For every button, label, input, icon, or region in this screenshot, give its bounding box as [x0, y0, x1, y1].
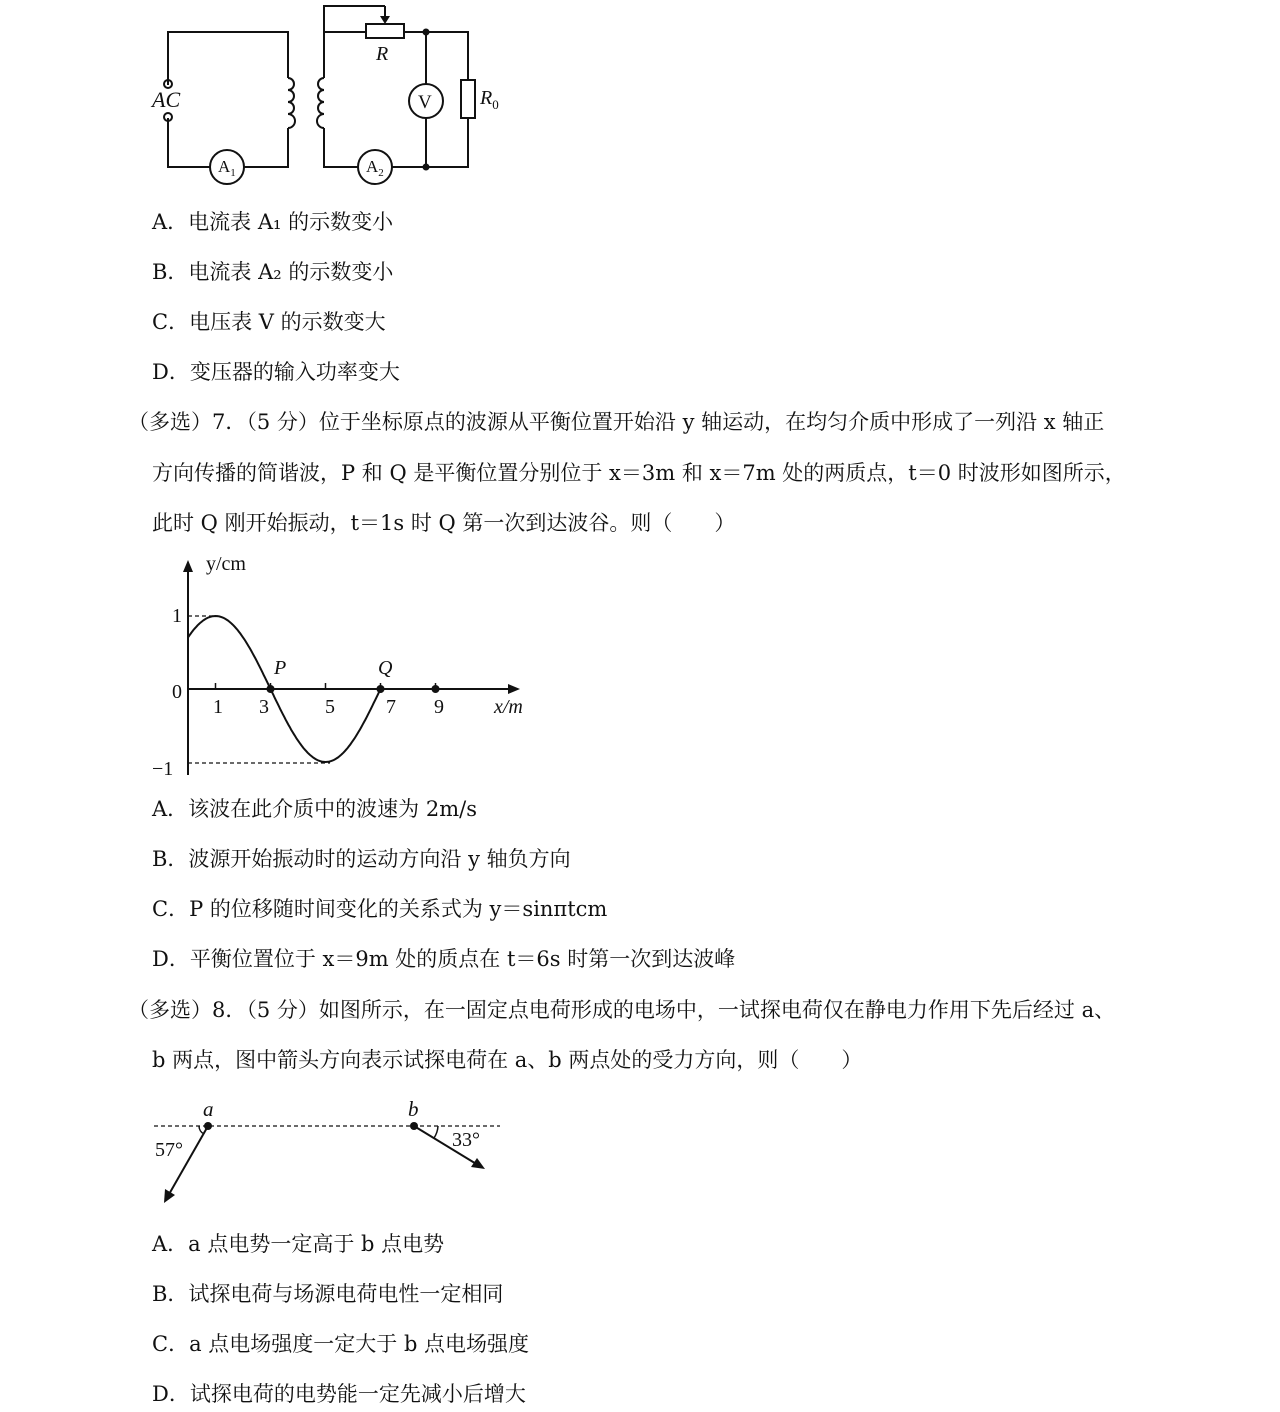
q8-option-d[interactable]: D．试探电荷的电势能一定先减小后增大: [152, 1382, 526, 1406]
ammeter-a1-label: $A_1$: [218, 157, 236, 179]
q7-option-a[interactable]: A．该波在此介质中的波速为 2m/s: [152, 797, 477, 821]
voltmeter-label: V: [418, 92, 432, 113]
circuit-diagram: [140, 0, 500, 190]
x-axis-label: x/m: [494, 696, 523, 718]
point-x-9: [432, 685, 440, 693]
q7-option-b[interactable]: B．波源开始振动时的运动方向沿 y 轴负方向: [152, 847, 571, 871]
y-tick-1: 1: [172, 605, 182, 627]
y-tick-0: 0: [172, 681, 182, 703]
x-tick-7: 7: [386, 696, 396, 718]
force-diagram: [150, 1095, 510, 1205]
x-tick-1: 1: [213, 696, 223, 718]
y-axis-label: y/cm: [206, 553, 246, 575]
r0-label: $R_0$: [480, 87, 499, 112]
point-a: [204, 1122, 212, 1130]
q7-option-c[interactable]: C．P 的位移随时间变化的关系式为 y＝sinπtcm: [152, 897, 608, 921]
rheostat-label: R: [376, 43, 389, 65]
x-axis-arrow: [508, 684, 520, 694]
point-a-label: a: [203, 1097, 214, 1121]
q8-stem-line-2: b 两点，图中箭头方向表示试探电荷在 a、b 两点处的受力方向，则（ ）: [152, 1048, 863, 1072]
y-tick-neg1: −1: [152, 758, 174, 780]
q7-stem-line-2: 方向传播的简谐波，P 和 Q 是平衡位置分别位于 x＝3m 和 x＝7m 处的两质点，t＝0 时波形如图所示，: [152, 461, 1126, 485]
wave-chart: [150, 553, 550, 778]
angle-arc-b: [434, 1126, 438, 1138]
y-axis-arrow: [183, 560, 193, 572]
point-q: [377, 685, 385, 693]
q8-option-c[interactable]: C．a 点电场强度一定大于 b 点电场强度: [152, 1332, 530, 1356]
ac-label: AC: [152, 87, 181, 112]
angle-b-label: 33°: [452, 1129, 480, 1151]
point-p-label: P: [274, 657, 287, 679]
point-q-label: Q: [378, 657, 393, 679]
x-tick-9: 9: [434, 696, 444, 718]
ammeter-a2-label: $A_2$: [366, 157, 384, 179]
x-tick-5: 5: [325, 696, 335, 718]
point-b: [410, 1122, 418, 1130]
x-tick-3: 3: [259, 696, 269, 718]
angle-arc-a: [199, 1126, 204, 1134]
q6-option-d[interactable]: D．变压器的输入功率变大: [152, 360, 400, 384]
force-arrow-a: [168, 1126, 208, 1196]
q6-option-b[interactable]: B．电流表 A₂ 的示数变小: [152, 260, 394, 284]
point-p: [267, 685, 275, 693]
point-b-label: b: [408, 1097, 419, 1121]
q7-stem-line-1: （多选）7．（5 分）位于坐标原点的波源从平衡位置开始沿 y 轴运动，在均匀介质中形成了一列沿 x 轴正: [128, 410, 1105, 434]
angle-a-label: 57°: [155, 1139, 183, 1161]
q7-option-d[interactable]: D．平衡位置位于 x＝9m 处的质点在 t＝6s 时第一次到达波峰: [152, 947, 736, 971]
q8-stem-line-1: （多选）8．（5 分）如图所示，在一固定点电荷形成的电场中，一试探电荷仅在静电力作用下先后经过 a、: [128, 998, 1116, 1022]
q6-option-a[interactable]: A．电流表 A₁ 的示数变小: [152, 210, 394, 234]
q8-option-a[interactable]: A．a 点电势一定高于 b 点电势: [152, 1232, 445, 1256]
q8-option-b[interactable]: B．试探电荷与场源电荷电性一定相同: [152, 1282, 504, 1306]
q7-stem-line-3: 此时 Q 刚开始振动，t＝1s 时 Q 第一次到达波谷。则（ ）: [152, 511, 736, 535]
q6-option-c[interactable]: C．电压表 V 的示数变大: [152, 310, 386, 334]
